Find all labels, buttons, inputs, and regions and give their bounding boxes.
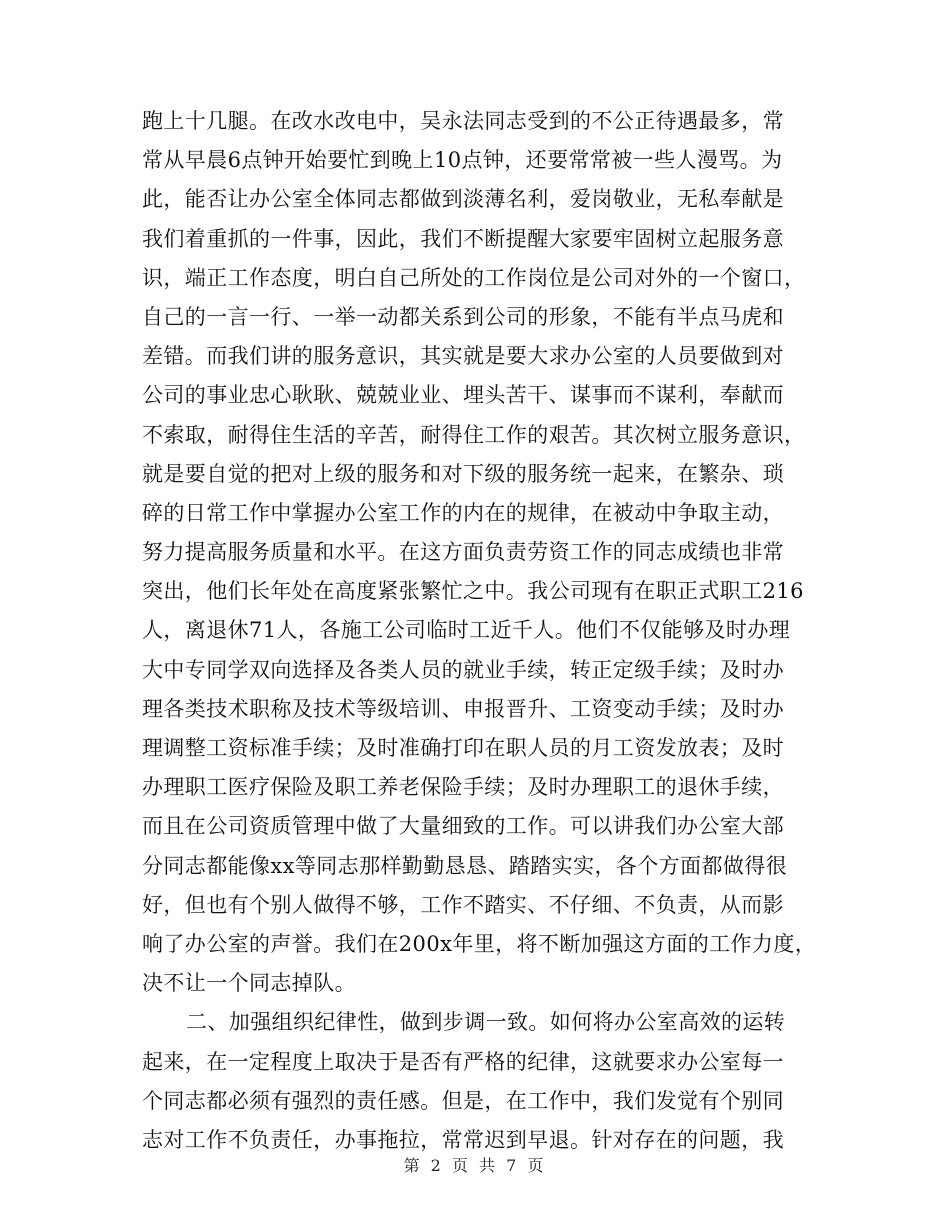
text-line: 决不让一个同志掉队。 bbox=[142, 971, 356, 996]
page-number-footer: 第 2 页 共 7 页 bbox=[403, 1156, 547, 1175]
text-line: 公司的事业忠心耿耿、兢兢业业、埋头苦干、谋事而不谋利，奉献而 bbox=[142, 383, 784, 408]
text-line: 碎的日常工作中掌握办公室工作的内在的规律，在被动中争取主动， bbox=[142, 500, 784, 525]
text-line: 不索取，耐得住生活的辛苦，耐得住工作的艰苦。其次树立服务意识， bbox=[142, 422, 806, 447]
text-line: 志对工作不负责任，办事拖拉，常常迟到早退。针对存在的问题，我 bbox=[142, 1127, 784, 1152]
text-line: 而且在公司资质管理中做了大量细致的工作。可以讲我们办公室大部 bbox=[142, 814, 784, 839]
text-line: 响了办公室的声誉。我们在200x年里，将不断加强这方面的工作力度， bbox=[142, 931, 817, 956]
text-line: 起来，在一定程度上取决于是否有严格的纪律，这就要求办公室每一 bbox=[142, 1049, 784, 1074]
text-line: 好，但也有个别人做得不够，工作不踏实、不仔细、不负责，从而影 bbox=[142, 892, 784, 917]
text-line: 自己的一言一行、一举一动都关系到公司的形象，不能有半点马虎和 bbox=[142, 304, 784, 329]
text-line: 识，端正工作态度，明白自己所处的工作岗位是公司对外的一个窗口， bbox=[142, 265, 806, 290]
text-line: 我们着重抓的一件事，因此，我们不断提醒大家要牢固树立起服务意 bbox=[142, 226, 784, 251]
text-line: 办理职工医疗保险及职工养老保险手续；及时办理职工的退休手续， bbox=[142, 775, 784, 800]
text-line: 就是要自觉的把对上级的服务和对下级的服务统一起来，在繁杂、琐 bbox=[142, 461, 784, 486]
text-line: 分同志都能像xx等同志那样勤勤恳恳、踏踏实实，各个方面都做得很 bbox=[142, 853, 788, 878]
text-line: 人，离退休71人，各施工公司临时工近千人。他们不仅能够及时办理 bbox=[142, 618, 791, 643]
text-line: 努力提高服务质量和水平。在这方面负责劳资工作的同志成绩也非常 bbox=[142, 540, 784, 565]
body-text bbox=[142, 102, 822, 1160]
text-line: 常从早晨6点钟开始要忙到晚上10点钟，还要常常被一些人漫骂。为 bbox=[142, 148, 783, 173]
text-line: 大中专同学双向选择及各类人员的就业手续，转正定级手续；及时办 bbox=[142, 657, 784, 682]
text-line: 此，能否让办公室全体同志都做到淡薄名利，爱岗敬业，无私奉献是 bbox=[142, 187, 784, 212]
paragraph-start-line: 二、加强组织纪律性，做到步调一致。如何将办公室高效的运转 bbox=[186, 1010, 786, 1035]
text-line: 差错。而我们讲的服务意识，其实就是要大求办公室的人员要做到对 bbox=[142, 344, 784, 369]
text-line: 理各类技术职称及技术等级培训、申报晋升、工资变动手续；及时办 bbox=[142, 696, 784, 721]
text-line: 跑上十几腿。在改水改电中，吴永法同志受到的不公正待遇最多，常 bbox=[142, 109, 784, 133]
text-line: 个同志都必须有强烈的责任感。但是，在工作中，我们发觉有个别同 bbox=[142, 1088, 784, 1113]
text-line: 理调整工资标准手续；及时准确打印在职人员的月工资发放表；及时 bbox=[142, 736, 784, 760]
text-line: 突出，他们长年处在高度紧张繁忙之中。我公司现有在职正式职工216 bbox=[142, 579, 804, 604]
